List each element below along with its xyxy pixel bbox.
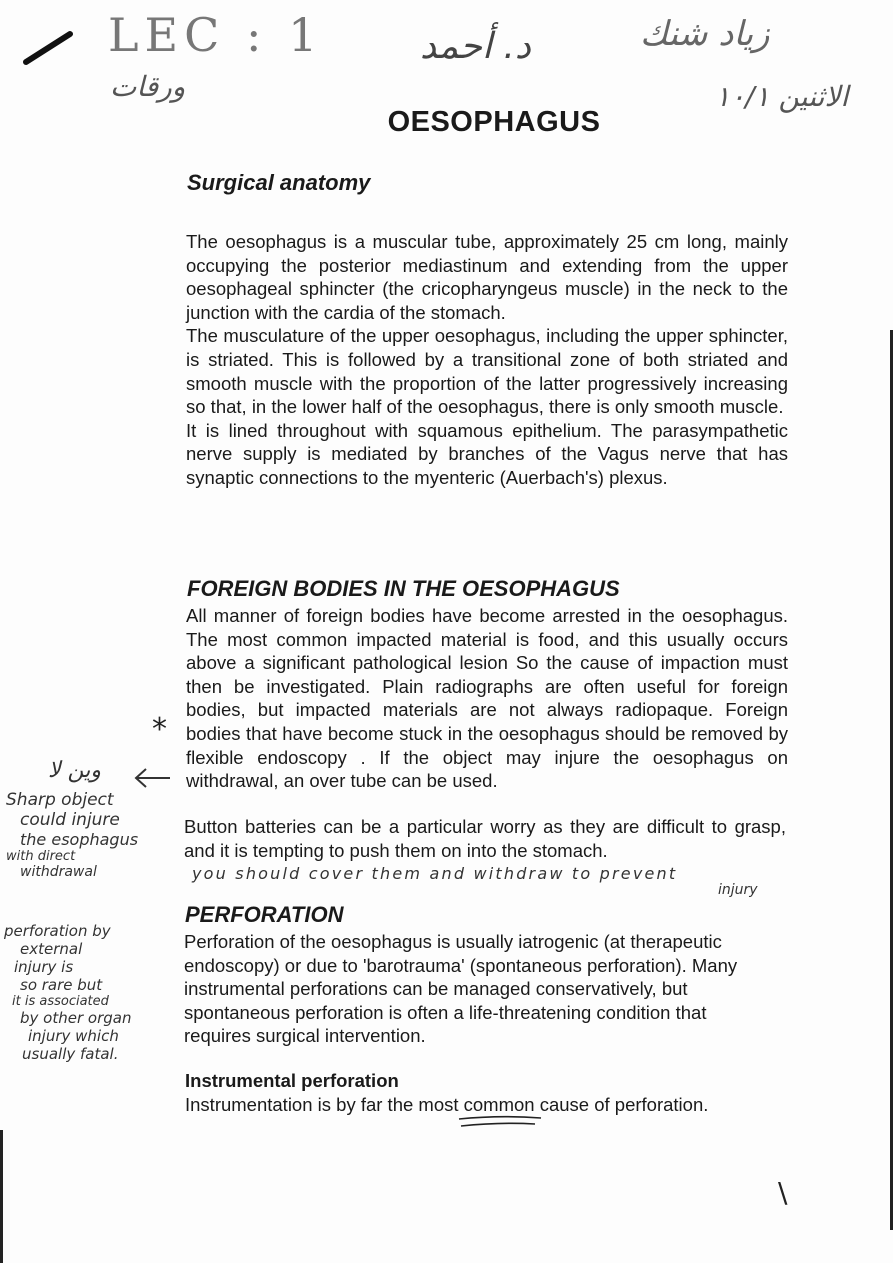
margin-note-perforation xyxy=(4,922,132,1063)
margin-note-line: the esophagus xyxy=(20,830,139,849)
scan-edge-left xyxy=(0,1130,3,1263)
inline-note-cover: you should cover them and withdraw to prevent xyxy=(192,864,678,883)
inline-note-injury: injury xyxy=(718,882,758,898)
foreign-bodies-text xyxy=(186,604,788,793)
double-underline-mark xyxy=(455,1114,545,1130)
section-heading-anatomy: Surgical anatomy xyxy=(187,170,371,195)
margin-note-line: it is associated xyxy=(12,994,109,1009)
margin-note-sharp-object xyxy=(6,790,139,880)
handwritten-arabic-top-right: زياد شنك xyxy=(640,14,770,54)
button-batteries-text xyxy=(184,815,786,862)
section-heading-foreign-bodies: FOREIGN BODIES IN THE OESOPHAGUS xyxy=(187,576,620,601)
section-heading-perforation: PERFORATION xyxy=(185,902,344,927)
handwritten-lecture-label: LEC : 1 xyxy=(108,8,324,62)
pen-stroke-mark xyxy=(22,28,77,68)
margin-note-line: perforation by xyxy=(4,922,111,940)
page-title: OESOPHAGUS xyxy=(387,106,601,138)
anatomy-paragraph-1: The oesophagus is a muscular tube, approximately 25 cm long, mainly occupying the posterior mediastinum and extending from the upper oesophageal sphincter (the cricopharyngeus muscle) in the neck to the junction with the cardia of the stomach. xyxy=(186,231,788,323)
anatomy-text xyxy=(186,230,788,490)
perforation-text xyxy=(184,930,759,1048)
perforation-paragraph-1: Perforation of the oesophagus is usually iatrogenic (at therapeutic endoscopy) or due to 'barotrauma' (spontaneous perforation). Many instrumental perforations can be managed conservatively, but spontaneous perforation is often a life-threatening condition that requires surgical intervention. xyxy=(184,931,738,1047)
instrumental-text: Instrumentation is by far the most common cause of perforation. xyxy=(185,1094,709,1115)
handwritten-arabic-top-left: ورقات xyxy=(110,70,186,103)
anatomy-paragraph-2: The musculature of the upper oesophagus, including the upper sphincter, is striated. This is followed by a transitional zone of both striated and smooth muscle with the proportion of the latter progressively increasing so that, in the lower half of the oesophagus, there is only smooth muscle. xyxy=(186,325,788,418)
handwritten-arabic-date: الاثنين ١٠/١ xyxy=(715,80,849,113)
margin-note-line: could injure xyxy=(20,810,120,830)
margin-note-line: injury which xyxy=(28,1027,119,1045)
handwritten-arabic-top-center: د. أحمد xyxy=(420,26,531,67)
foreign-paragraph-2: Button batteries can be a particular worry as they are difficult to grasp, and it is tempting to push them on into the stomach. xyxy=(184,816,786,861)
margin-note-arabic: وين لا xyxy=(48,758,102,783)
arrow-icon xyxy=(132,766,172,790)
margin-note-line: Sharp object xyxy=(6,790,114,810)
section-heading-instrumental: Instrumental perforation xyxy=(185,1070,399,1091)
margin-note-line: injury is xyxy=(14,958,74,976)
margin-note-line: external xyxy=(20,940,83,958)
margin-note-line: usually fatal. xyxy=(22,1045,119,1063)
margin-note-line: with direct xyxy=(6,849,76,864)
margin-note-line: by other organ xyxy=(20,1009,132,1027)
margin-note-line: so rare but xyxy=(20,976,103,994)
corner-pen-mark: \ xyxy=(778,1176,788,1209)
margin-note-line: withdrawal xyxy=(20,864,97,880)
foreign-paragraph-1: All manner of foreign bodies have become arrested in the oesophagus. The most common impacted material is food, and this usually occurs above a significant pathological lesion So the cause of impaction must then be investigated. Plain radiographs are often useful for foreign bodies, but impacted materials are not always radiopaque. Foreign bodies that have become stuck in the oesophagus should be removed by flexible endoscopy . If the object may injure the oesophagus on withdrawal, an over tube can be used. xyxy=(186,605,788,792)
asterisk-mark: * xyxy=(152,712,167,747)
anatomy-paragraph-3: It is lined throughout with squamous epithelium. The parasympathetic nerve supply is mediated by branches of the Vagus nerve that has synaptic connections to the myenteric (Auerbach's) plexus. xyxy=(186,419,788,488)
